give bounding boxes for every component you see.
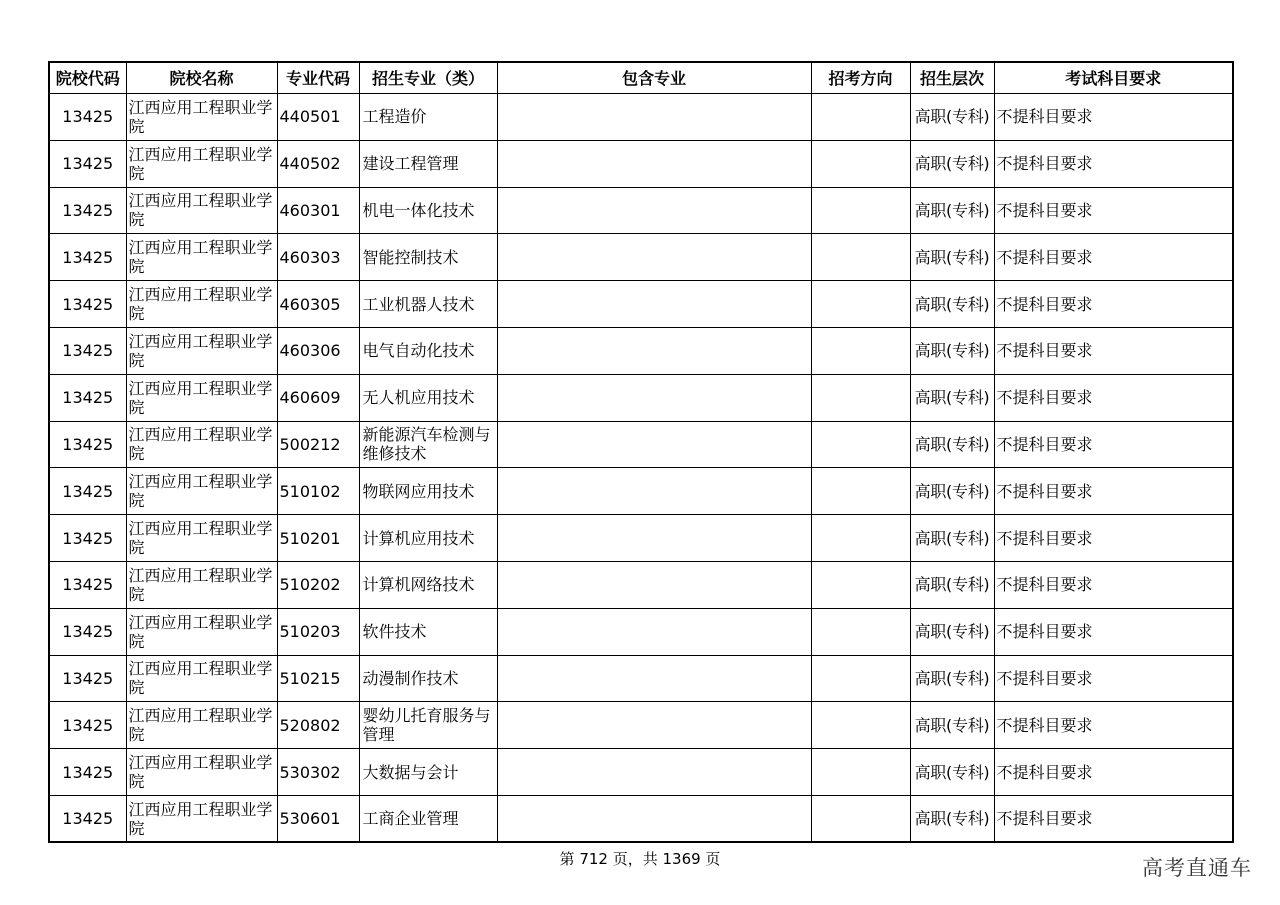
- school-code-cell: 13425: [49, 655, 126, 702]
- table-row: [49, 281, 1233, 328]
- major-code-cell: 510201: [277, 515, 359, 562]
- major-code-cell: 460609: [277, 374, 359, 421]
- school-code-cell: 13425: [49, 749, 126, 796]
- header-requirement: 考试科目要求: [994, 62, 1233, 94]
- school-name-cell: 江西应用工程职业学院: [126, 702, 277, 749]
- major-code-cell: 510203: [277, 608, 359, 655]
- level-cell: 高职(专科): [910, 187, 994, 234]
- included-majors-cell: [497, 515, 811, 562]
- direction-cell: [811, 140, 910, 187]
- requirement-cell: 不提科目要求: [994, 795, 1233, 842]
- table-row: [49, 187, 1233, 234]
- table-row: [49, 421, 1233, 468]
- school-name-cell: 江西应用工程职业学院: [126, 327, 277, 374]
- header-school-name: 院校名称: [126, 62, 277, 94]
- major-code-cell: 530601: [277, 795, 359, 842]
- major-cell: 机电一体化技术: [359, 187, 497, 234]
- requirement-cell: 不提科目要求: [994, 327, 1233, 374]
- major-cell: 大数据与会计: [359, 749, 497, 796]
- major-cell: 工业机器人技术: [359, 281, 497, 328]
- major-cell: 无人机应用技术: [359, 374, 497, 421]
- level-cell: 高职(专科): [910, 702, 994, 749]
- header-level: 招生层次: [910, 62, 994, 94]
- table-row: [49, 234, 1233, 281]
- direction-cell: [811, 187, 910, 234]
- major-cell: 工程造价: [359, 94, 497, 141]
- watermark-logo: 高考直通车: [1142, 856, 1252, 880]
- included-majors-cell: [497, 468, 811, 515]
- school-name-cell: 江西应用工程职业学院: [126, 468, 277, 515]
- direction-cell: [811, 234, 910, 281]
- major-code-cell: 460301: [277, 187, 359, 234]
- major-cell: 新能源汽车检测与维修技术: [359, 421, 497, 468]
- requirement-cell: 不提科目要求: [994, 94, 1233, 141]
- header-direction: 招考方向: [811, 62, 910, 94]
- included-majors-cell: [497, 94, 811, 141]
- requirement-cell: 不提科目要求: [994, 468, 1233, 515]
- table-row: [49, 655, 1233, 702]
- included-majors-cell: [497, 140, 811, 187]
- major-code-cell: 510202: [277, 561, 359, 608]
- direction-cell: [811, 795, 910, 842]
- school-name-cell: 江西应用工程职业学院: [126, 655, 277, 702]
- major-code-cell: 440502: [277, 140, 359, 187]
- level-cell: 高职(专科): [910, 140, 994, 187]
- level-cell: 高职(专科): [910, 468, 994, 515]
- school-code-cell: 13425: [49, 94, 126, 141]
- requirement-cell: 不提科目要求: [994, 749, 1233, 796]
- table-row: [49, 327, 1233, 374]
- requirement-cell: 不提科目要求: [994, 655, 1233, 702]
- major-cell: 动漫制作技术: [359, 655, 497, 702]
- school-code-cell: 13425: [49, 421, 126, 468]
- table-row: [49, 94, 1233, 141]
- level-cell: 高职(专科): [910, 374, 994, 421]
- direction-cell: [811, 468, 910, 515]
- header-row: [49, 62, 1233, 94]
- table-row: [49, 795, 1233, 842]
- level-cell: 高职(专科): [910, 281, 994, 328]
- school-code-cell: 13425: [49, 281, 126, 328]
- major-code-cell: 460305: [277, 281, 359, 328]
- major-cell: 智能控制技术: [359, 234, 497, 281]
- major-cell: 软件技术: [359, 608, 497, 655]
- major-code-cell: 520802: [277, 702, 359, 749]
- direction-cell: [811, 561, 910, 608]
- table-row: [49, 515, 1233, 562]
- table-row: [49, 140, 1233, 187]
- included-majors-cell: [497, 608, 811, 655]
- school-name-cell: 江西应用工程职业学院: [126, 94, 277, 141]
- school-name-cell: 江西应用工程职业学院: [126, 187, 277, 234]
- included-majors-cell: [497, 281, 811, 328]
- school-code-cell: 13425: [49, 374, 126, 421]
- requirement-cell: 不提科目要求: [994, 608, 1233, 655]
- level-cell: 高职(专科): [910, 749, 994, 796]
- included-majors-cell: [497, 561, 811, 608]
- table-row: [49, 749, 1233, 796]
- level-cell: 高职(专科): [910, 655, 994, 702]
- school-code-cell: 13425: [49, 140, 126, 187]
- level-cell: 高职(专科): [910, 561, 994, 608]
- direction-cell: [811, 515, 910, 562]
- requirement-cell: 不提科目要求: [994, 140, 1233, 187]
- school-name-cell: 江西应用工程职业学院: [126, 234, 277, 281]
- level-cell: 高职(专科): [910, 795, 994, 842]
- school-name-cell: 江西应用工程职业学院: [126, 561, 277, 608]
- requirement-cell: 不提科目要求: [994, 702, 1233, 749]
- table-row: [49, 702, 1233, 749]
- direction-cell: [811, 327, 910, 374]
- table-row: [49, 561, 1233, 608]
- major-cell: 电气自动化技术: [359, 327, 497, 374]
- direction-cell: [811, 608, 910, 655]
- requirement-cell: 不提科目要求: [994, 421, 1233, 468]
- requirement-cell: 不提科目要求: [994, 281, 1233, 328]
- school-code-cell: 13425: [49, 561, 126, 608]
- school-name-cell: 江西应用工程职业学院: [126, 374, 277, 421]
- school-code-cell: 13425: [49, 795, 126, 842]
- requirement-cell: 不提科目要求: [994, 515, 1233, 562]
- major-code-cell: 460306: [277, 327, 359, 374]
- header-included-majors: 包含专业: [497, 62, 811, 94]
- school-code-cell: 13425: [49, 702, 126, 749]
- included-majors-cell: [497, 327, 811, 374]
- direction-cell: [811, 94, 910, 141]
- included-majors-cell: [497, 795, 811, 842]
- school-code-cell: 13425: [49, 608, 126, 655]
- major-cell: 建设工程管理: [359, 140, 497, 187]
- included-majors-cell: [497, 374, 811, 421]
- major-cell: 婴幼儿托育服务与管理: [359, 702, 497, 749]
- requirement-cell: 不提科目要求: [994, 187, 1233, 234]
- major-code-cell: 510215: [277, 655, 359, 702]
- requirement-cell: 不提科目要求: [994, 234, 1233, 281]
- table-row: [49, 374, 1233, 421]
- level-cell: 高职(专科): [910, 421, 994, 468]
- included-majors-cell: [497, 421, 811, 468]
- page-number: 第 712 页，共 1369 页: [559, 850, 721, 868]
- header-major-code: 专业代码: [277, 62, 359, 94]
- admissions-table: [48, 61, 1234, 843]
- school-name-cell: 江西应用工程职业学院: [126, 795, 277, 842]
- direction-cell: [811, 655, 910, 702]
- school-name-cell: 江西应用工程职业学院: [126, 515, 277, 562]
- requirement-cell: 不提科目要求: [994, 561, 1233, 608]
- major-cell: 物联网应用技术: [359, 468, 497, 515]
- included-majors-cell: [497, 655, 811, 702]
- included-majors-cell: [497, 234, 811, 281]
- table-row: [49, 468, 1233, 515]
- school-code-cell: 13425: [49, 515, 126, 562]
- major-code-cell: 530302: [277, 749, 359, 796]
- level-cell: 高职(专科): [910, 608, 994, 655]
- direction-cell: [811, 749, 910, 796]
- header-school-code: 院校代码: [49, 62, 126, 94]
- included-majors-cell: [497, 187, 811, 234]
- major-code-cell: 500212: [277, 421, 359, 468]
- school-name-cell: 江西应用工程职业学院: [126, 608, 277, 655]
- table-body: [49, 94, 1233, 843]
- major-code-cell: 440501: [277, 94, 359, 141]
- direction-cell: [811, 421, 910, 468]
- level-cell: 高职(专科): [910, 515, 994, 562]
- direction-cell: [811, 374, 910, 421]
- school-code-cell: 13425: [49, 468, 126, 515]
- school-code-cell: 13425: [49, 234, 126, 281]
- level-cell: 高职(专科): [910, 94, 994, 141]
- school-name-cell: 江西应用工程职业学院: [126, 749, 277, 796]
- included-majors-cell: [497, 702, 811, 749]
- school-code-cell: 13425: [49, 187, 126, 234]
- table-row: [49, 608, 1233, 655]
- major-cell: 计算机应用技术: [359, 515, 497, 562]
- school-name-cell: 江西应用工程职业学院: [126, 140, 277, 187]
- level-cell: 高职(专科): [910, 234, 994, 281]
- included-majors-cell: [497, 749, 811, 796]
- header-major: 招生专业（类）: [359, 62, 497, 94]
- school-code-cell: 13425: [49, 327, 126, 374]
- requirement-cell: 不提科目要求: [994, 374, 1233, 421]
- school-name-cell: 江西应用工程职业学院: [126, 281, 277, 328]
- direction-cell: [811, 281, 910, 328]
- major-cell: 工商企业管理: [359, 795, 497, 842]
- major-code-cell: 460303: [277, 234, 359, 281]
- level-cell: 高职(专科): [910, 327, 994, 374]
- direction-cell: [811, 702, 910, 749]
- major-code-cell: 510102: [277, 468, 359, 515]
- school-name-cell: 江西应用工程职业学院: [126, 421, 277, 468]
- major-cell: 计算机网络技术: [359, 561, 497, 608]
